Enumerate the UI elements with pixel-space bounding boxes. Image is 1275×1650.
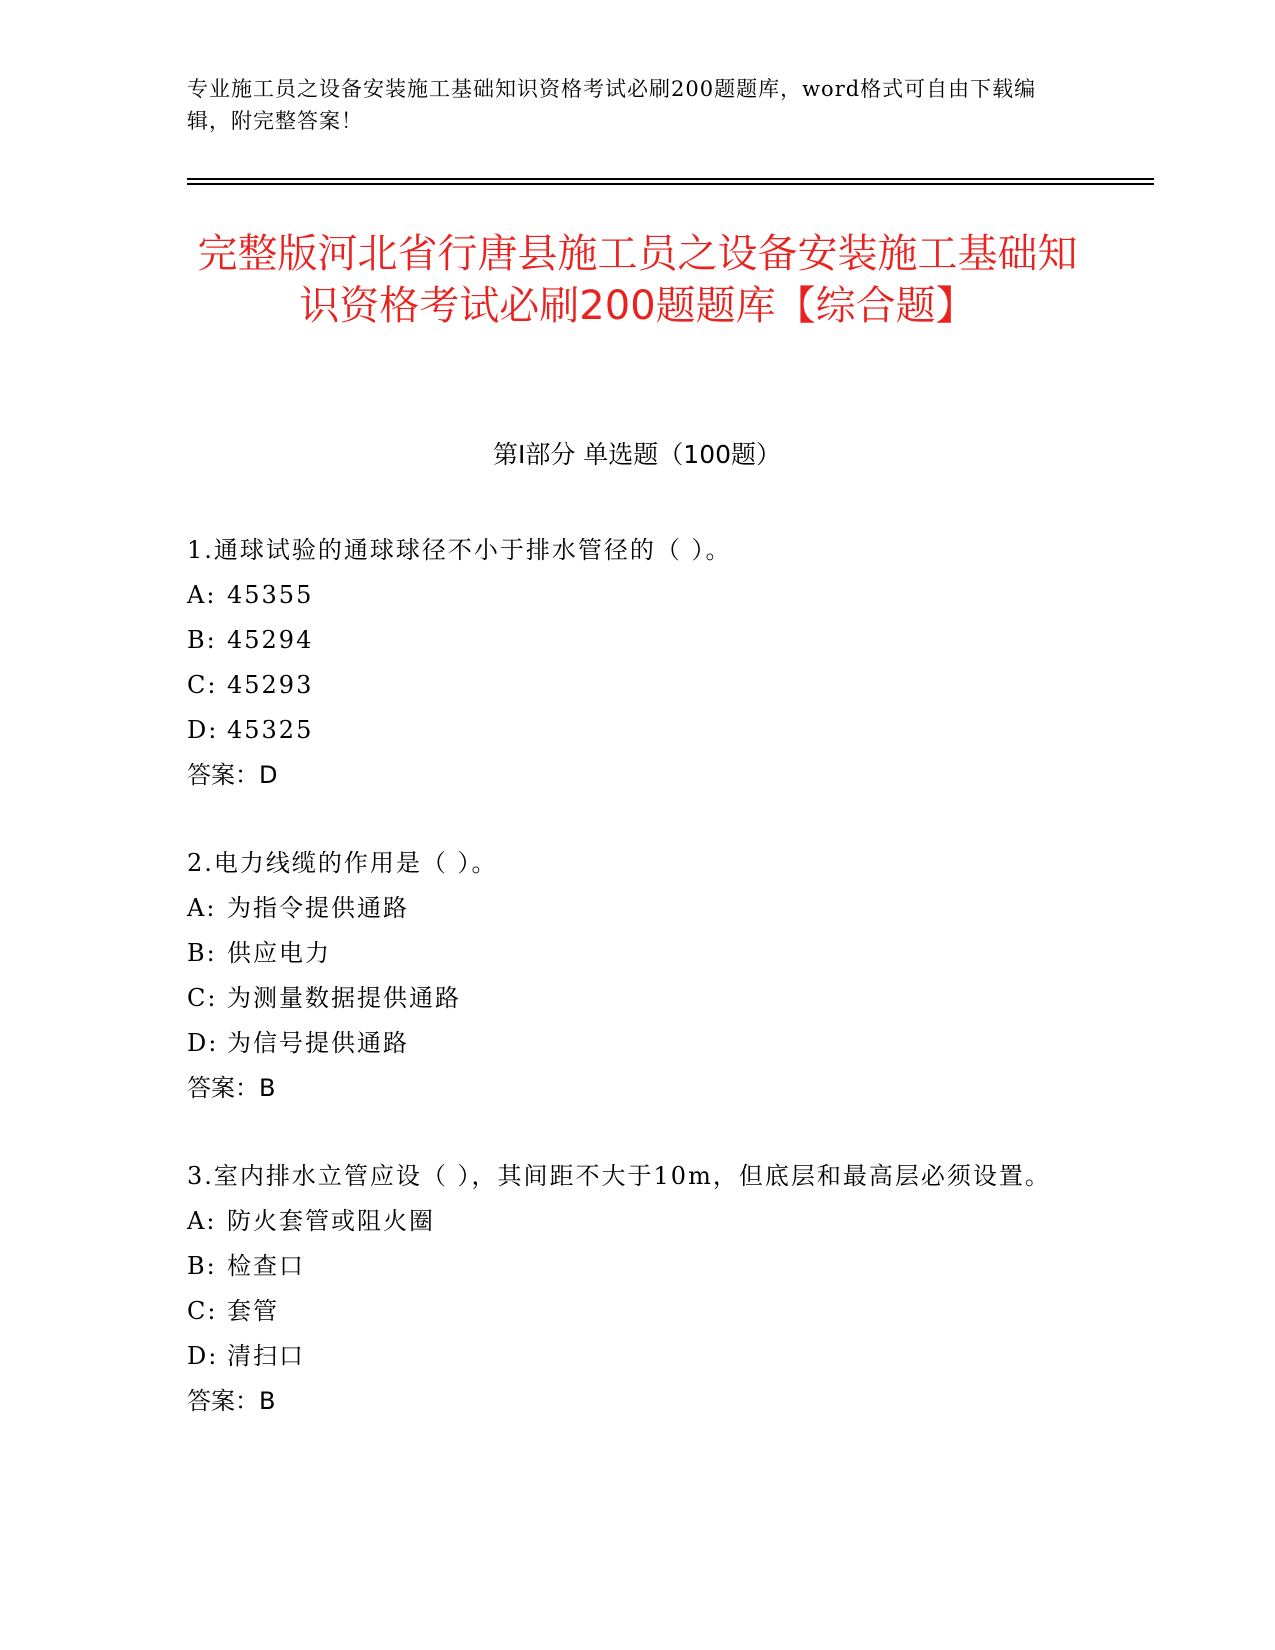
option-letter: C: xyxy=(187,984,218,1012)
option-text: 为测量数据提供通路 xyxy=(227,984,461,1012)
option-c xyxy=(187,976,1067,1021)
option-letter: A: xyxy=(187,1207,217,1235)
option-a xyxy=(187,1199,1067,1244)
option-text: 套管 xyxy=(227,1297,279,1325)
question-stem: 3.室内排水立管应设（ ），其间距不大于10m，但底层和最高层必须设置。 xyxy=(187,1162,1051,1190)
option-text: 45325 xyxy=(227,716,314,744)
option-text: 清扫口 xyxy=(227,1342,305,1370)
option-text: 45294 xyxy=(227,626,314,654)
option-d xyxy=(187,708,1067,753)
option-letter: A: xyxy=(187,581,217,609)
question-stem: 1.通球试验的通球球径不小于排水管径的（ ）。 xyxy=(187,536,732,564)
option-text: 45355 xyxy=(227,581,314,609)
option-letter: C: xyxy=(187,671,218,699)
question-2 xyxy=(187,841,1067,1111)
option-c xyxy=(187,1289,1067,1334)
answer: 答案：B xyxy=(187,1387,276,1415)
option-letter: A: xyxy=(187,894,217,922)
option-d xyxy=(187,1021,1067,1066)
option-letter: B: xyxy=(187,939,217,967)
option-letter: C: xyxy=(187,1297,218,1325)
option-letter: D: xyxy=(187,1029,219,1057)
answer: 答案：D xyxy=(187,761,278,789)
header-note: 专业施工员之设备安装施工基础知识资格考试必刷200题题库，word格式可自由下载编辑，附完整答案！ xyxy=(187,77,1037,133)
question-list xyxy=(187,528,1067,1467)
option-text: 为信号提供通路 xyxy=(227,1029,409,1057)
option-letter: D: xyxy=(187,1342,219,1370)
option-letter: B: xyxy=(187,1252,217,1280)
document-title: 完整版河北省行唐县施工员之设备安装施工基础知识资格考试必刷200题题库【综合题】 xyxy=(197,231,1078,329)
option-b xyxy=(187,1244,1067,1289)
option-b xyxy=(187,931,1067,976)
option-c xyxy=(187,663,1067,708)
option-a xyxy=(187,886,1067,931)
option-text: 供应电力 xyxy=(227,939,331,967)
option-letter: B: xyxy=(187,626,217,654)
section-title: 第I部分 单选题（100题） xyxy=(492,440,782,469)
header-divider-bottom xyxy=(187,183,1154,185)
option-text: 为指令提供通路 xyxy=(227,894,409,922)
option-text: 检查口 xyxy=(227,1252,305,1280)
question-3 xyxy=(187,1154,1067,1424)
option-b xyxy=(187,618,1067,663)
option-a xyxy=(187,573,1067,618)
option-text: 45293 xyxy=(227,671,314,699)
header-divider-top xyxy=(187,178,1154,180)
option-d xyxy=(187,1334,1067,1379)
question-stem: 2.电力线缆的作用是（ ）。 xyxy=(187,849,498,877)
option-text: 防火套管或阻火圈 xyxy=(227,1207,435,1235)
answer: 答案：B xyxy=(187,1074,276,1102)
question-1 xyxy=(187,528,1067,798)
option-letter: D: xyxy=(187,716,219,744)
